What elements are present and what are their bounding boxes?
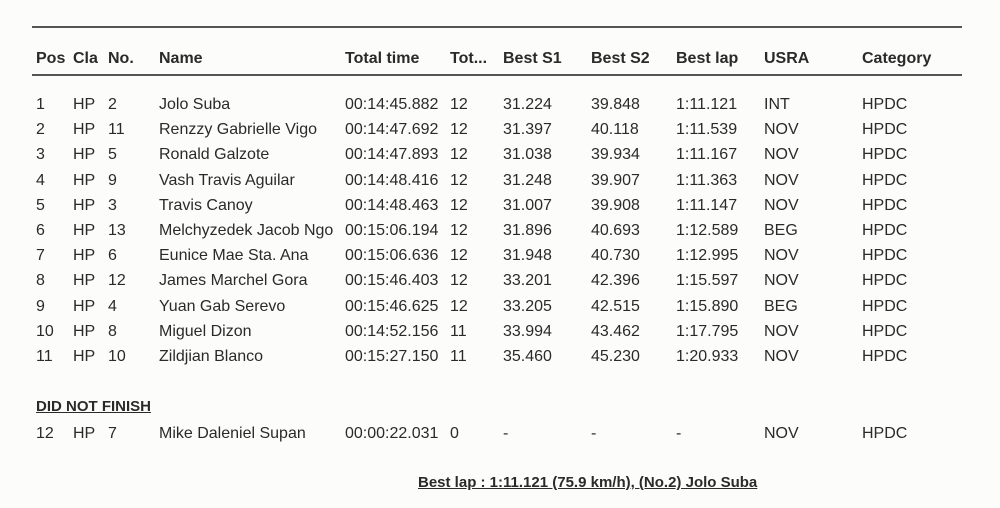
cell-total-time: 00:15:46.625 [345, 297, 439, 315]
cell-total-time: 00:14:52.156 [345, 322, 439, 340]
cell-pos: 11 [36, 348, 53, 365]
cell-pos: 2 [36, 121, 45, 139]
cell-name: Vash Travis Aguilar [159, 171, 295, 189]
cell-pos: 3 [36, 146, 45, 164]
cell-s1: 35.460 [503, 348, 552, 365]
cell-tot: 0 [450, 425, 459, 442]
cell-best-lap: 1:11.363 [676, 171, 738, 189]
cell-s2: 40.730 [591, 247, 640, 265]
cell-name: Eunice Mae Sta. Ana [159, 247, 309, 265]
cell-tot: 12 [450, 247, 468, 265]
cell-cla: HP [73, 171, 96, 189]
cell-total-time: 00:15:06.194 [345, 222, 439, 239]
cell-s2: 39.907 [591, 171, 640, 189]
cell-tot: 12 [450, 96, 468, 113]
cell-name: Jolo Suba [159, 96, 231, 113]
cell-pos: 1 [36, 96, 45, 113]
col-header-no: No. [108, 50, 134, 67]
cell-pos: 5 [36, 196, 45, 214]
cell-name: Miguel Dizon [159, 322, 252, 340]
col-header-category: Category [862, 50, 932, 67]
cell-tot: 12 [450, 146, 468, 164]
cell-s2: 45.230 [591, 348, 640, 365]
col-header-pos: Pos [36, 50, 66, 67]
cell-best-lap: 1:17.795 [676, 322, 739, 340]
cell-no: 13 [108, 222, 126, 239]
cell-no: 12 [108, 272, 126, 290]
cell-tot: 12 [450, 297, 468, 315]
cell-pos: 10 [36, 322, 54, 340]
cell-pos: 4 [36, 171, 45, 189]
cell-usra: INT [764, 96, 790, 113]
cell-s1: 31.038 [503, 146, 552, 164]
cell-best-lap: 1:11.539 [676, 121, 738, 139]
cell-no: 11 [108, 121, 125, 139]
cell-no: 9 [108, 171, 117, 189]
cell-total-time: 00:14:45.882 [345, 96, 439, 113]
cell-category: HPDC [862, 196, 908, 214]
cell-no: 5 [108, 146, 117, 164]
cell-name: Yuan Gab Serevo [159, 297, 286, 315]
col-header-total-time: Total time [345, 50, 420, 67]
cell-s2: 40.693 [591, 222, 640, 239]
cell-best-lap: 1:15.597 [676, 272, 739, 290]
cell-no: 8 [108, 322, 117, 340]
cell-usra: NOV [764, 272, 799, 290]
cell-tot: 12 [450, 272, 468, 290]
cell-pos: 6 [36, 222, 45, 239]
dnf-heading: DID NOT FINISH [36, 398, 151, 415]
top-rule [32, 26, 962, 28]
cell-total-time: 00:14:48.463 [345, 196, 439, 214]
cell-category: HPDC [862, 121, 908, 139]
cell-cla: HP [73, 121, 96, 139]
cell-no: 4 [108, 297, 117, 315]
cell-usra: NOV [764, 146, 799, 164]
cell-total-time: 00:14:47.893 [345, 146, 439, 164]
cell-s1: 33.994 [503, 322, 552, 340]
cell-total-time: 00:15:27.150 [345, 348, 439, 365]
cell-s2: 40.118 [591, 121, 639, 139]
cell-s2: 42.515 [591, 297, 640, 315]
cell-s1: 31.248 [503, 171, 552, 189]
cell-best-lap: 1:12.995 [676, 247, 739, 265]
cell-s1: 31.948 [503, 247, 552, 265]
header-rule [32, 74, 962, 76]
cell-tot: 11 [450, 322, 467, 340]
cell-name: Zildjian Blanco [159, 348, 264, 365]
cell-name: Melchyzedek Jacob Ngo [159, 222, 334, 239]
cell-cla: HP [73, 222, 96, 239]
cell-pos: 8 [36, 272, 45, 290]
cell-best-lap: 1:11.167 [676, 146, 738, 164]
cell-total-time: 00:00:22.031 [345, 425, 439, 442]
cell-cla: HP [73, 425, 96, 442]
cell-usra: NOV [764, 121, 799, 139]
cell-pos: 9 [36, 297, 45, 315]
cell-usra: NOV [764, 171, 799, 189]
cell-no: 7 [108, 425, 117, 442]
cell-s2: 43.462 [591, 322, 640, 340]
cell-usra: BEG [764, 222, 798, 239]
col-header-best-lap: Best lap [676, 50, 739, 67]
cell-s1: 31.007 [503, 196, 552, 214]
col-header-name: Name [159, 50, 203, 67]
cell-best-lap: 1:12.589 [676, 222, 739, 239]
cell-usra: NOV [764, 322, 799, 340]
cell-category: HPDC [862, 425, 908, 442]
cell-category: HPDC [862, 146, 908, 164]
cell-category: HPDC [862, 297, 908, 315]
cell-name: James Marchel Gora [159, 272, 308, 290]
col-header-best-s1: Best S1 [503, 50, 562, 67]
cell-s1: 33.205 [503, 297, 552, 315]
cell-total-time: 00:15:06.636 [345, 247, 439, 265]
cell-usra: NOV [764, 425, 799, 442]
cell-tot: 12 [450, 171, 468, 189]
cell-no: 3 [108, 196, 117, 214]
cell-tot: 12 [450, 121, 468, 139]
cell-cla: HP [73, 247, 96, 265]
cell-usra: NOV [764, 348, 799, 365]
cell-name: Travis Canoy [159, 196, 253, 214]
col-header-usra: USRA [764, 50, 810, 67]
best-lap-summary: Best lap : 1:11.121 (75.9 km/h), (No.2) Jolo Suba [418, 474, 758, 491]
cell-best-lap: 1:11.147 [676, 196, 738, 214]
cell-no: 6 [108, 247, 117, 265]
cell-best-lap: 1:11.121 [676, 96, 738, 113]
cell-cla: HP [73, 96, 96, 113]
cell-s2: 42.396 [591, 272, 640, 290]
cell-tot: 12 [450, 222, 468, 239]
cell-category: HPDC [862, 247, 908, 265]
cell-s1: 33.201 [503, 272, 552, 290]
cell-s2: 39.934 [591, 146, 640, 164]
cell-category: HPDC [862, 348, 908, 365]
cell-pos: 7 [36, 247, 45, 265]
cell-tot: 11 [450, 348, 467, 365]
cell-pos: 12 [36, 425, 54, 442]
cell-s2: - [591, 425, 597, 442]
cell-category: HPDC [862, 272, 908, 290]
cell-s2: 39.848 [591, 96, 640, 113]
cell-best-lap: 1:20.933 [676, 348, 739, 365]
cell-category: HPDC [862, 171, 908, 189]
cell-cla: HP [73, 322, 96, 340]
cell-best-lap: - [676, 425, 682, 442]
cell-s2: 39.908 [591, 196, 640, 214]
cell-no: 2 [108, 96, 117, 113]
cell-s1: 31.896 [503, 222, 552, 239]
cell-total-time: 00:14:48.416 [345, 171, 439, 189]
cell-cla: HP [73, 297, 96, 315]
cell-tot: 12 [450, 196, 468, 214]
cell-category: HPDC [862, 322, 908, 340]
cell-s1: - [503, 425, 509, 442]
cell-best-lap: 1:15.890 [676, 297, 739, 315]
cell-name: Renzzy Gabrielle Vigo [159, 121, 318, 139]
cell-no: 10 [108, 348, 126, 365]
cell-usra: NOV [764, 247, 799, 265]
cell-s1: 31.397 [503, 121, 552, 139]
col-header-best-s2: Best S2 [591, 50, 650, 67]
cell-category: HPDC [862, 96, 908, 113]
cell-category: HPDC [862, 222, 908, 239]
cell-cla: HP [73, 146, 96, 164]
cell-name: Ronald Galzote [159, 146, 270, 164]
col-header-cla: Cla [73, 50, 98, 67]
cell-total-time: 00:14:47.692 [345, 121, 439, 139]
cell-usra: BEG [764, 297, 798, 315]
cell-cla: HP [73, 196, 96, 214]
cell-usra: NOV [764, 196, 799, 214]
cell-name: Mike Daleniel Supan [159, 425, 306, 442]
cell-cla: HP [73, 348, 96, 365]
cell-cla: HP [73, 272, 96, 290]
cell-total-time: 00:15:46.403 [345, 272, 439, 290]
cell-s1: 31.224 [503, 96, 552, 113]
col-header-tot: Tot... [450, 50, 488, 67]
